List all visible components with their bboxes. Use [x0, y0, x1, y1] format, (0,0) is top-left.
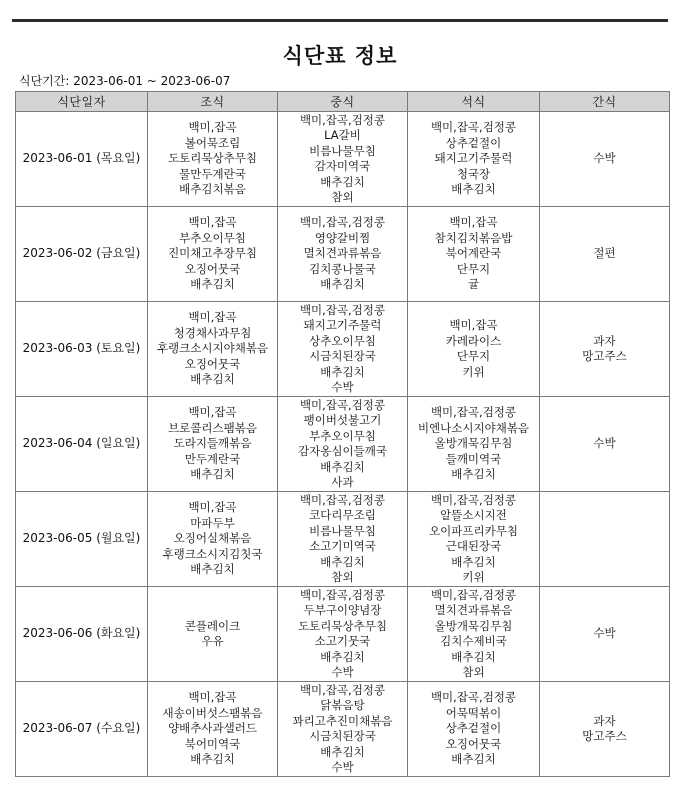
menu-item: 오이파프리카무침	[429, 523, 518, 538]
table-row	[16, 112, 670, 207]
menu-item: 백미,잡곡,검정콩	[430, 587, 517, 602]
menu-item: 참외	[331, 570, 354, 584]
menu-item: 백미,잡곡	[188, 310, 237, 325]
dinner-cell	[408, 397, 540, 492]
menu-item: 시금치된장국	[309, 729, 376, 743]
menu-item: 단무지	[456, 261, 491, 276]
meal-date: 2023-06-02 (금요일)	[16, 207, 148, 302]
menu-item: 팽이버섯불고기	[303, 413, 382, 427]
menu-item: 배추김치	[320, 277, 365, 292]
menu-item: 상추겉절이	[445, 135, 502, 150]
menu-item: 김치수제비국	[440, 634, 507, 648]
menu-item: 백미,잡곡	[449, 318, 498, 332]
table-row	[16, 302, 670, 397]
menu-item: 사과	[331, 475, 354, 489]
header-breakfast: 조식	[148, 92, 278, 112]
lunch-cell	[278, 397, 408, 492]
menu-item: 카레라이스	[445, 333, 502, 348]
menu-item: 백미,잡곡	[449, 215, 498, 230]
lunch-cell	[278, 492, 408, 587]
menu-item: 오징어뭇국	[184, 356, 241, 371]
menu-item: 후랭크소시지야채볶음	[156, 341, 269, 356]
meal-date: 2023-06-07 (수요일)	[16, 682, 148, 777]
menu-item: 상추겉절이	[445, 721, 502, 736]
menu-item: 단무지	[456, 349, 491, 363]
table-row	[16, 492, 670, 587]
menu-item: 참외	[331, 190, 354, 204]
menu-item: 올방개묵김무침	[434, 436, 513, 451]
menu-item: 수박	[331, 380, 354, 394]
breakfast-cell	[148, 397, 278, 492]
menu-item: 수박	[331, 665, 354, 679]
snack-cell	[540, 207, 670, 302]
menu-item: 망고주스	[582, 349, 627, 363]
menu-item: 백미,잡곡,검정콩	[299, 397, 386, 412]
menu-item: 알뜰소시지전	[440, 508, 507, 522]
meal-date: 2023-06-03 (토요일)	[16, 302, 148, 397]
menu-item: 어묵떡볶이	[445, 705, 502, 720]
menu-item: 배추김치	[320, 744, 365, 759]
menu-item: 키위	[462, 364, 485, 379]
menu-item: 배추김치	[190, 372, 235, 387]
menu-item: 감자미역국	[314, 159, 371, 173]
breakfast-cell	[148, 207, 278, 302]
menu-item: 수박	[331, 760, 354, 774]
menu-item: 비름나물무침	[309, 523, 376, 538]
menu-item: 부추오이무침	[179, 230, 246, 245]
menu-item: 백미,잡곡,검정콩	[299, 112, 386, 127]
table-row	[16, 397, 670, 492]
menu-item: 백미,잡곡,검정콩	[299, 682, 386, 697]
menu-item: 코다리무조림	[309, 508, 376, 522]
menu-item: 백미,잡곡,검정콩	[299, 302, 386, 317]
dinner-cell	[408, 112, 540, 207]
menu-item: 물만두계란국	[179, 166, 246, 181]
menu-item: 도라지들깨볶음	[173, 436, 252, 451]
page-title: 식단표 정보	[282, 44, 398, 68]
menu-item: 근대된장국	[445, 539, 502, 553]
meal-date: 2023-06-04 (일요일)	[16, 397, 148, 492]
menu-item: 진미채고추장무침	[168, 246, 257, 261]
menu-item: 과자	[593, 333, 616, 348]
breakfast-cell	[148, 587, 278, 682]
meal-date: 2023-06-06 (화요일)	[16, 587, 148, 682]
menu-item: 백미,잡곡,검정콩	[430, 405, 517, 420]
menu-item: 배추김치	[190, 277, 235, 292]
menu-item: 키위	[462, 570, 485, 584]
menu-item: 볼어묵조림	[184, 135, 241, 150]
menu-item: LA갈비	[324, 128, 361, 142]
menu-item: 돼지고기주물럭	[434, 151, 513, 166]
menu-item: 도토리묵상추무침	[298, 618, 387, 633]
menu-item: 소고기미역국	[309, 539, 376, 553]
top-rule	[12, 19, 668, 22]
lunch-cell	[278, 587, 408, 682]
menu-item: 배추김치	[320, 174, 365, 189]
menu-item: 만두계란국	[184, 451, 241, 466]
breakfast-cell	[148, 302, 278, 397]
header-dinner: 석식	[408, 92, 540, 112]
breakfast-cell	[148, 112, 278, 207]
dinner-cell	[408, 587, 540, 682]
menu-item: 들깨미역국	[445, 451, 502, 466]
menu-item: 백미,잡곡	[188, 405, 237, 420]
menu-item: 배추김치	[320, 649, 365, 664]
menu-item: 참치김치볶음밥	[434, 230, 513, 245]
menu-item: 비름나물무침	[309, 143, 376, 158]
menu-item: 백미,잡곡	[188, 500, 237, 515]
menu-item: 오징어뭇국	[445, 736, 502, 751]
menu-item: 청경채사과무침	[173, 325, 252, 340]
breakfast-cell	[148, 682, 278, 777]
menu-item: 닭볶음탕	[320, 698, 365, 712]
menu-item: 부추오이무침	[309, 428, 376, 443]
menu-item: 배추김치	[451, 554, 496, 569]
menu-item: 상추오이무침	[309, 333, 376, 348]
snack-cell	[540, 492, 670, 587]
snack-cell	[540, 397, 670, 492]
breakfast-cell	[148, 492, 278, 587]
menu-item: 배추김치볶음	[179, 182, 246, 197]
menu-item: 배추김치	[451, 649, 496, 664]
menu-item: 올방개묵김무침	[434, 618, 513, 633]
menu-item: 수박	[593, 151, 616, 166]
menu-item: 수박	[593, 626, 616, 641]
dinner-cell	[408, 207, 540, 302]
menu-item: 소고기뭇국	[314, 634, 371, 648]
meal-date: 2023-06-01 (목요일)	[16, 112, 148, 207]
menu-item: 김치콩나물국	[309, 261, 376, 276]
menu-item: 시금치된장국	[309, 349, 376, 363]
menu-item: 우유	[201, 634, 224, 648]
dinner-cell	[408, 302, 540, 397]
menu-item: 배추김치	[320, 459, 365, 474]
menu-item: 백미,잡곡	[188, 215, 237, 230]
menu-item: 새송이버섯스팸볶음	[162, 705, 263, 720]
menu-item: 꽈리고추진미채볶음	[292, 713, 393, 728]
snack-cell	[540, 302, 670, 397]
menu-item: 백미,잡곡,검정콩	[299, 215, 386, 230]
menu-item: 감자옹심이들깨국	[298, 444, 387, 458]
menu-item: 백미,잡곡,검정콩	[430, 492, 517, 507]
menu-item: 콘플레이크	[184, 618, 241, 633]
menu-item: 절편	[593, 246, 616, 261]
menu-item: 북어계란국	[445, 246, 502, 261]
menu-item: 두부구이양념장	[303, 603, 382, 617]
snack-cell	[540, 682, 670, 777]
menu-item: 도토리묵상추무침	[168, 151, 257, 166]
meal-period: 식단기간: 2023-06-01 ~ 2023-06-07	[19, 74, 231, 88]
menu-item: 후랭크소시지김칫국	[162, 546, 263, 561]
menu-item: 수박	[593, 436, 616, 451]
menu-item: 배추김치	[320, 554, 365, 569]
meal-date: 2023-06-05 (월요일)	[16, 492, 148, 587]
meal-table	[15, 91, 670, 777]
menu-item: 배추김치	[190, 467, 235, 482]
menu-item: 북어미역국	[184, 736, 241, 751]
menu-item: 귤	[467, 277, 480, 292]
menu-item: 참외	[462, 665, 485, 679]
table-row	[16, 587, 670, 682]
menu-item: 돼지고기주물럭	[303, 318, 382, 332]
table-row	[16, 207, 670, 302]
menu-item: 백미,잡곡	[188, 120, 237, 135]
menu-item: 백미,잡곡,검정콩	[299, 587, 386, 602]
menu-item: 브로콜리스팸볶음	[168, 420, 257, 435]
snack-cell	[540, 587, 670, 682]
menu-item: 백미,잡곡,검정콩	[430, 690, 517, 705]
table-body	[16, 112, 670, 777]
dinner-cell	[408, 492, 540, 587]
header-lunch: 중식	[278, 92, 408, 112]
menu-item: 백미,잡곡	[188, 690, 237, 705]
lunch-cell	[278, 207, 408, 302]
menu-item: 망고주스	[582, 729, 627, 743]
menu-item: 멸치견과류볶음	[434, 603, 513, 617]
menu-item: 배추김치	[320, 364, 365, 379]
menu-item: 청국장	[456, 166, 491, 181]
lunch-cell	[278, 112, 408, 207]
menu-item: 마파두부	[190, 515, 235, 530]
menu-item: 영양갈비찜	[314, 230, 371, 245]
menu-item: 양배추사과샐러드	[168, 721, 257, 736]
menu-item: 백미,잡곡,검정콩	[299, 492, 386, 507]
table-row	[16, 682, 670, 777]
menu-item: 배추김치	[190, 752, 235, 767]
menu-item: 배추김치	[451, 182, 496, 197]
menu-item: 과자	[593, 713, 616, 728]
menu-item: 오징어실채볶음	[173, 531, 252, 546]
dinner-cell	[408, 682, 540, 777]
lunch-cell	[278, 682, 408, 777]
menu-item: 배추김치	[451, 752, 496, 767]
menu-item: 백미,잡곡,검정콩	[430, 120, 517, 135]
snack-cell	[540, 112, 670, 207]
menu-item: 오징어뭇국	[184, 261, 241, 276]
table-header-row	[16, 92, 670, 112]
menu-item: 비엔나소시지야채볶음	[417, 420, 530, 435]
header-snack: 간식	[540, 92, 670, 112]
menu-item: 배추김치	[190, 562, 235, 577]
menu-item: 멸치견과류볶음	[303, 246, 382, 261]
header-date: 식단일자	[16, 92, 148, 112]
lunch-cell	[278, 302, 408, 397]
menu-item: 배추김치	[451, 467, 496, 482]
